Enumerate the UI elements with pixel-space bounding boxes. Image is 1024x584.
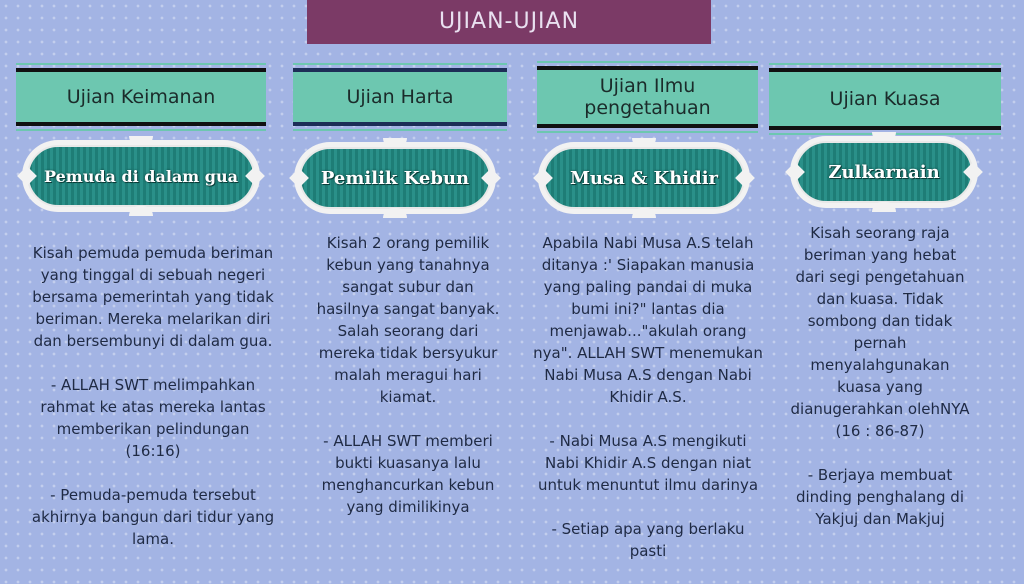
badge-notch-bottom [383, 208, 407, 218]
badge-inner [27, 145, 255, 207]
header-ujian-kuasa [769, 68, 1001, 130]
title-banner [307, 0, 711, 44]
header-label: Ujian Ilmu pengetahuan [584, 75, 711, 119]
paragraph: - ALLAH SWT memberi bukti kuasanya lalu menghancurkan kebun yang dimilikinya [321, 432, 495, 516]
paragraph: Kisah seorang raja beriman yang hebat dari segi pengetahuan dan kuasa. Tidak sombong dan tidak pernah menyalahgunakan kuasa yang dianugerahkan olehNYA (16 : 86-87) [790, 224, 970, 440]
header-ujian-keimanan [16, 68, 266, 126]
badge-notch-bottom [632, 208, 656, 218]
badge-pemuda-di-dalam-gua [22, 140, 260, 212]
badge-label: Pemuda di dalam gua [44, 166, 238, 186]
paragraph: Kisah 2 orang pemilik kebun yang tanahnya sangat subur dan hasilnya sangat banyak. Salah seorang dari mereka tidak bersyukur malah meragui hari kiamat. [316, 234, 500, 406]
badge-inner [299, 147, 491, 209]
column-text-keimanan [28, 242, 278, 572]
column-text-harta [313, 232, 503, 540]
paragraph: Kisah pemuda pemuda beriman yang tinggal di sebuah negeri bersama pemerintah yang tidak beriman. Mereka melarikan diri dan bersembunyi di dalam gua. [32, 244, 274, 350]
column-text-kuasa [790, 222, 970, 552]
paragraph: - Nabi Musa A.S mengikuti Nabi Khidir A.S dengan niat untuk menuntut ilmu darinya [537, 432, 759, 494]
paragraph: - ALLAH SWT melimpahkan rahmat ke atas mereka lantas memberikan pelindungan (16:16) [40, 376, 266, 460]
header-ujian-ilmu-pengetahuan [537, 66, 758, 128]
paragraph: - Berjaya membuat dinding penghalang di Yakjuj dan Makjuj [795, 466, 964, 528]
header-label: Ujian Keimanan [66, 86, 216, 108]
badge-inner [543, 147, 745, 209]
column-text-ilmu [532, 232, 764, 584]
badge-label: Zulkarnain [828, 161, 940, 183]
badge-zulkarnain [790, 136, 978, 208]
header-label: Ujian Kuasa [829, 88, 941, 110]
header-label: Ujian Harta [346, 86, 454, 108]
badge-notch-bottom [872, 202, 896, 212]
page-title: UJIAN-UJIAN [438, 9, 580, 34]
badge-label: Pemilik Kebun [320, 167, 470, 189]
badge-label: Musa & Khidir [569, 167, 719, 189]
paragraph: - Pemuda-pemuda tersebut akhirnya bangun dari tidur yang lama. [31, 486, 275, 548]
badge-inner [795, 141, 973, 203]
badge-pemilik-kebun [294, 142, 496, 214]
header-ujian-harta [293, 68, 507, 126]
badge-notch-bottom [129, 206, 153, 216]
paragraph: Apabila Nabi Musa A.S telah ditanya :' Siapakan manusia yang paling pandai di muka bumi ini?" lantas dia menjawab..."akulah orang nya". ALLAH SWT menemukan Nabi Musa A.S dengan Nabi Khidir A.S. [533, 234, 763, 406]
badge-musa-khidir [538, 142, 750, 214]
paragraph: - Setiap apa yang berlaku pasti [551, 520, 745, 560]
